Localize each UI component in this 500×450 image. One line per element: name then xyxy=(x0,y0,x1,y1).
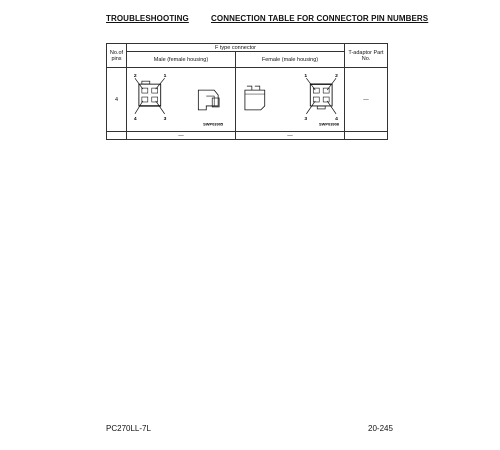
empty-cell xyxy=(345,132,388,140)
male-connector-illustration xyxy=(127,68,235,131)
male-pin-label: 4 xyxy=(133,116,137,122)
male-face-view xyxy=(135,78,165,114)
male-part-code: SWP03905 xyxy=(203,121,224,127)
tadapter-cell: — xyxy=(345,68,388,132)
table-row-bottom xyxy=(107,132,388,140)
empty-cell xyxy=(107,132,127,140)
female-pin-label: 1 xyxy=(304,74,308,80)
section-title: TROUBLESHOOTING xyxy=(106,14,189,23)
model-number: PC270LL-7L xyxy=(106,424,151,433)
connector-table xyxy=(106,43,388,140)
male-pin-label: 1 xyxy=(163,74,167,80)
pins-cell: 4 xyxy=(107,68,127,132)
page-heading: CONNECTION TABLE FOR CONNECTOR PIN NUMBERS xyxy=(211,14,429,23)
male-bottom-cell: — xyxy=(127,132,236,140)
table-header-row xyxy=(107,44,388,52)
col-header-tadapter: T-adaptor Part No. xyxy=(345,44,388,68)
female-part-code: SWP03906 xyxy=(319,121,340,127)
male-pin-label: 3 xyxy=(163,116,167,122)
male-side-view xyxy=(198,90,219,110)
female-connector-cell xyxy=(236,68,345,132)
female-connector-illustration xyxy=(236,68,344,131)
pin-grid-marks: · · xyxy=(148,92,152,97)
female-pin-label: 3 xyxy=(304,116,308,122)
female-pin-label: 2 xyxy=(335,74,338,80)
female-bottom-cell: — xyxy=(236,132,345,140)
male-connector-cell xyxy=(127,68,236,132)
col-header-group: F type connector xyxy=(127,44,345,52)
female-face-view xyxy=(306,78,336,114)
page-number: 20-245 xyxy=(368,424,393,433)
col-header-male: Male (female housing) xyxy=(127,52,236,68)
female-side-view xyxy=(245,86,265,110)
female-pin-label: 4 xyxy=(335,116,338,122)
table-row xyxy=(107,68,388,132)
col-header-pins: No.of pins xyxy=(107,44,127,68)
col-header-female: Female (male housing) xyxy=(236,52,345,68)
male-pin-label: 2 xyxy=(133,74,137,80)
